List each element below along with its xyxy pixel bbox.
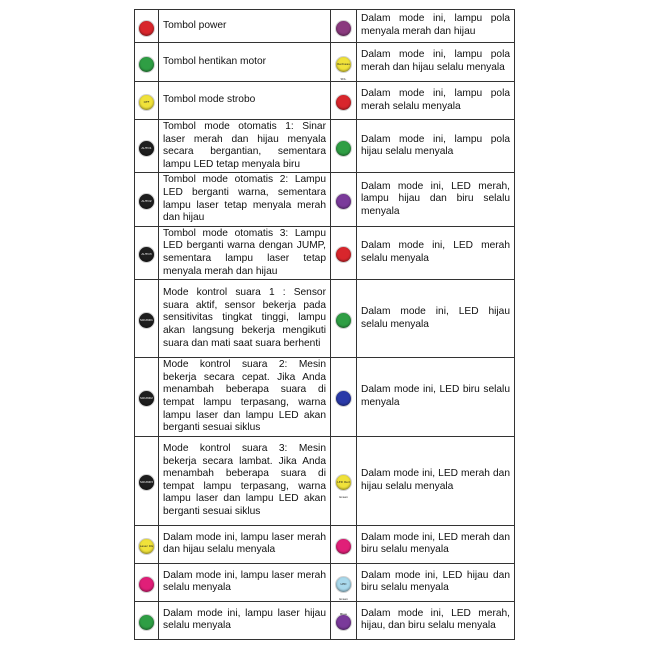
- right-description: Dalam mode ini, LED merah, hijau, dan biru selalu menyala: [357, 601, 515, 639]
- left-icon-cell: [135, 173, 159, 226]
- left-description: Tombol hentikan motor: [159, 43, 331, 82]
- right-description: Dalam mode ini, lampu pola merah dan hijau selalu menyala: [357, 43, 515, 82]
- right-description: Dalam mode ini, LED merah selalu menyala: [357, 226, 515, 279]
- left-icon-cell: [135, 525, 159, 563]
- remote-function-table: [134, 9, 515, 640]
- power-button-icon: [139, 21, 154, 36]
- right-description: Dalam mode ini, LED hijau selalu menyala: [357, 280, 515, 358]
- left-icon-cell: [135, 358, 159, 437]
- sound-mode-3-button-icon: SOUND3: [139, 475, 154, 490]
- left-description: Tombol mode strobo: [159, 82, 331, 120]
- table-row: [135, 436, 515, 525]
- sound-mode-1-button-icon: SOUND1: [139, 313, 154, 328]
- right-description: Dalam mode ini, LED hijau dan biru selalu menyala: [357, 563, 515, 601]
- right-description: Dalam mode ini, LED biru selalu menyala: [357, 358, 515, 437]
- right-description: Dalam mode ini, lampu pola merah selalu menyala: [357, 82, 515, 120]
- left-description: Mode kontrol suara 1 : Sensor suara aktif, sensor bekerja pada sensitivitas tingkat tinggi, lampu akan langsung bekerja mengikuti suara dan mati saat suara berhenti: [159, 280, 331, 358]
- table-row: [135, 43, 515, 82]
- left-description: Tombol power: [159, 10, 331, 43]
- left-icon-cell: [135, 120, 159, 173]
- auto-mode-2-button-icon: AUTO2: [139, 194, 154, 209]
- right-description: Dalam mode ini, LED merah, lampu hijau dan biru selalu menyala: [357, 173, 515, 226]
- right-icon-cell: [331, 82, 357, 120]
- left-description: Tombol mode otomatis 3: Lampu LED berganti warna dengan JUMP, sementara lampu laser tetap menyala merah dan hijau: [159, 226, 331, 279]
- table-row: [135, 280, 515, 358]
- right-icon-cell: [331, 525, 357, 563]
- right-description: Dalam mode ini, LED merah dan biru selalu menyala: [357, 525, 515, 563]
- led-blue-icon: [336, 391, 351, 406]
- sound-mode-2-button-icon: SOUND2: [139, 391, 154, 406]
- led-red-icon: [336, 247, 351, 262]
- left-icon-cell: [135, 10, 159, 43]
- table-row: [135, 82, 515, 120]
- right-description: Dalam mode ini, lampu pola hijau selalu menyala: [357, 120, 515, 173]
- table-row: [135, 120, 515, 173]
- table-row: [135, 358, 515, 437]
- strobe-mode-button-icon: OFF: [139, 95, 154, 110]
- left-description: Dalam mode ini, lampu laser merah selalu menyala: [159, 563, 331, 601]
- laser-red-green-icon: Laser RG: [139, 539, 154, 554]
- left-icon-cell: [135, 280, 159, 358]
- stop-motor-button-icon: [139, 57, 154, 72]
- led-green-blue-icon: LED Green Blue: [336, 577, 351, 592]
- right-icon-cell: [331, 358, 357, 437]
- auto-mode-3-button-icon: AUTO3: [139, 247, 154, 262]
- right-icon-cell: [331, 226, 357, 279]
- red-green-mode-icon: [336, 21, 351, 36]
- left-icon-cell: [135, 436, 159, 525]
- led-green-icon: [336, 313, 351, 328]
- table-row: [135, 525, 515, 563]
- left-description: Tombol mode otomatis 1: Sinar laser merah dan hijau menyala secara bergantian, sementara lampu LED tetap menyala biru: [159, 120, 331, 173]
- green-on-icon: [336, 141, 351, 156]
- right-description: Dalam mode ini, LED merah dan hijau selalu menyala: [357, 436, 515, 525]
- left-description: Dalam mode ini, lampu laser hijau selalu menyala: [159, 601, 331, 639]
- right-description: Dalam mode ini, lampu pola menyala merah dan hijau: [357, 10, 515, 43]
- table-row: [135, 173, 515, 226]
- led-red-green-icon: LED Red Green: [336, 475, 351, 490]
- red-green-on-icon: Redness Stb.: [336, 57, 351, 72]
- left-icon-cell: [135, 563, 159, 601]
- red-on-icon: [336, 95, 351, 110]
- laser-red-icon: [139, 577, 154, 592]
- right-icon-cell: [331, 436, 357, 525]
- right-icon-cell: [331, 10, 357, 43]
- led-red-green-blue-icon: [336, 194, 351, 209]
- left-description: Mode kontrol suara 3: Mesin bekerja secara lambat. Jika Anda menambah beberapa suara di tempat lampu terpasang, warna lampu laser dan lampu LED akan berganti sesuai siklus: [159, 436, 331, 525]
- left-icon-cell: [135, 82, 159, 120]
- led-red-blue-icon: [336, 539, 351, 554]
- left-description: Dalam mode ini, lampu laser merah dan hijau selalu menyala: [159, 525, 331, 563]
- table-row: [135, 563, 515, 601]
- right-icon-cell: [331, 43, 357, 82]
- left-icon-cell: [135, 601, 159, 639]
- laser-green-icon: [139, 615, 154, 630]
- left-description: Tombol mode otomatis 2: Lampu LED berganti warna, sementara lampu laser tetap menyala merah dan hijau: [159, 173, 331, 226]
- table-row: [135, 10, 515, 43]
- right-icon-cell: [331, 120, 357, 173]
- left-description: Mode kontrol suara 2: Mesin bekerja secara cepat. Jika Anda menambah beberapa suara di tempat lampu terpasang, warna lampu laser dan lampu LED akan berganti sesuai siklus: [159, 358, 331, 437]
- left-icon-cell: [135, 226, 159, 279]
- right-icon-cell: [331, 563, 357, 616]
- right-icon-cell: [331, 280, 357, 358]
- table-row: [135, 226, 515, 279]
- auto-mode-1-button-icon: AUTO1: [139, 141, 154, 156]
- right-icon-cell: [331, 173, 357, 226]
- left-icon-cell: [135, 43, 159, 82]
- table-row: [135, 601, 515, 639]
